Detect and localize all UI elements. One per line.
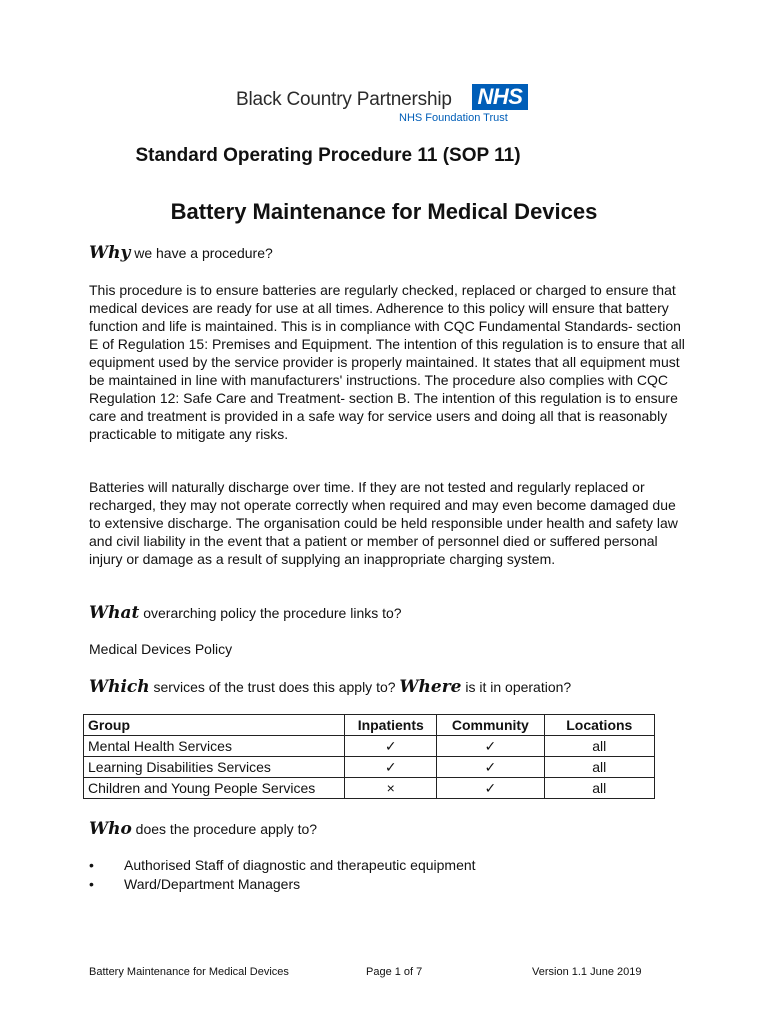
logo-org-name: Black Country Partnership xyxy=(236,89,452,110)
table-row xyxy=(84,736,655,757)
paragraph-discharge: Batteries will naturally discharge over time. If they are not tested and regularly replaced or recharged, they may not operate correctly when required and may even become damaged due to extensive discharge. The organisation could be held responsible under health and safety law and civil liability in the event that a patient or member of personnel died or suffered personal injury or damage as a result of supplying an inappropriate charging system. xyxy=(89,479,678,567)
cell-group: Children and Young People Services xyxy=(84,778,345,799)
why-heading xyxy=(89,243,273,263)
list-item: • Ward/Department Managers xyxy=(89,876,301,892)
bullet-icon: • xyxy=(89,857,94,873)
what-keyword: What xyxy=(89,603,140,623)
footer-version: Version 1.1 June 2019 xyxy=(532,966,642,978)
what-heading xyxy=(89,603,402,623)
table-header-row xyxy=(84,715,655,736)
services-table xyxy=(83,714,655,799)
page-title: Battery Maintenance for Medical Devices xyxy=(170,199,598,224)
cell-community: ✓ xyxy=(437,757,544,778)
cell-inpatients: ✓ xyxy=(345,757,437,778)
which-text: services of the trust does this apply to? xyxy=(149,679,400,695)
header-group: Group xyxy=(84,715,345,736)
header-inpatients: Inpatients xyxy=(345,715,437,736)
table-row xyxy=(84,778,655,799)
policy-name: Medical Devices Policy xyxy=(89,641,233,657)
cell-locations: all xyxy=(544,736,654,757)
cell-group: Mental Health Services xyxy=(84,736,345,757)
why-text: we have a procedure? xyxy=(130,245,273,261)
trust-logo xyxy=(236,84,536,128)
table-row xyxy=(84,757,655,778)
paragraph-purpose: This procedure is to ensure batteries are regularly checked, replaced or charged to ensure that medical devices are ready for use at all times. Adherence to this policy will ensure that battery function and life is maintained. This is in compliance with CQC Fundamental Standards- section E of Regulation 15: Premises and Equipment. The intention of this regulation is to ensure that all equipment used by the service provider is properly maintained. It states that all equipment must be maintained in line with manufacturers' instructions. The procedure also complies with CQC Regulation 12: Safe Care and Treatment- section B. The intention of this regulation is to ensure care and treatment is provided in a safe way for service users and doing all that is reasonably practicable to mitigate any risks. xyxy=(89,282,685,442)
cell-inpatients: ✓ xyxy=(345,736,437,757)
cell-group: Learning Disabilities Services xyxy=(84,757,345,778)
bullet-icon: • xyxy=(89,876,94,892)
why-keyword: Why xyxy=(89,243,131,263)
footer-doc-title: Battery Maintenance for Medical Devices xyxy=(89,966,289,978)
which-keyword: Which xyxy=(89,677,150,697)
who-heading xyxy=(89,819,317,839)
cell-community: ✓ xyxy=(437,736,544,757)
cell-locations: all xyxy=(544,757,654,778)
cell-locations: all xyxy=(544,778,654,799)
which-heading xyxy=(89,677,571,697)
what-text: overarching policy the procedure links to? xyxy=(139,605,402,621)
cell-community: ✓ xyxy=(437,778,544,799)
who-text: does the procedure apply to? xyxy=(131,821,318,837)
header-community: Community xyxy=(437,715,544,736)
cell-inpatients: × xyxy=(345,778,437,799)
list-item: • Authorised Staff of diagnostic and therapeutic equipment xyxy=(89,857,476,873)
logo-subtitle: NHS Foundation Trust xyxy=(399,112,508,124)
who-list xyxy=(89,856,476,894)
nhs-badge: NHS xyxy=(472,84,528,110)
header-locations: Locations xyxy=(544,715,654,736)
who-keyword: Who xyxy=(89,819,132,839)
where-keyword: Where xyxy=(399,677,462,697)
where-text: is it in operation? xyxy=(461,679,572,695)
sop-title: Standard Operating Procedure 11 (SOP 11) xyxy=(135,145,521,166)
footer-page-number: Page 1 of 7 xyxy=(366,966,423,978)
